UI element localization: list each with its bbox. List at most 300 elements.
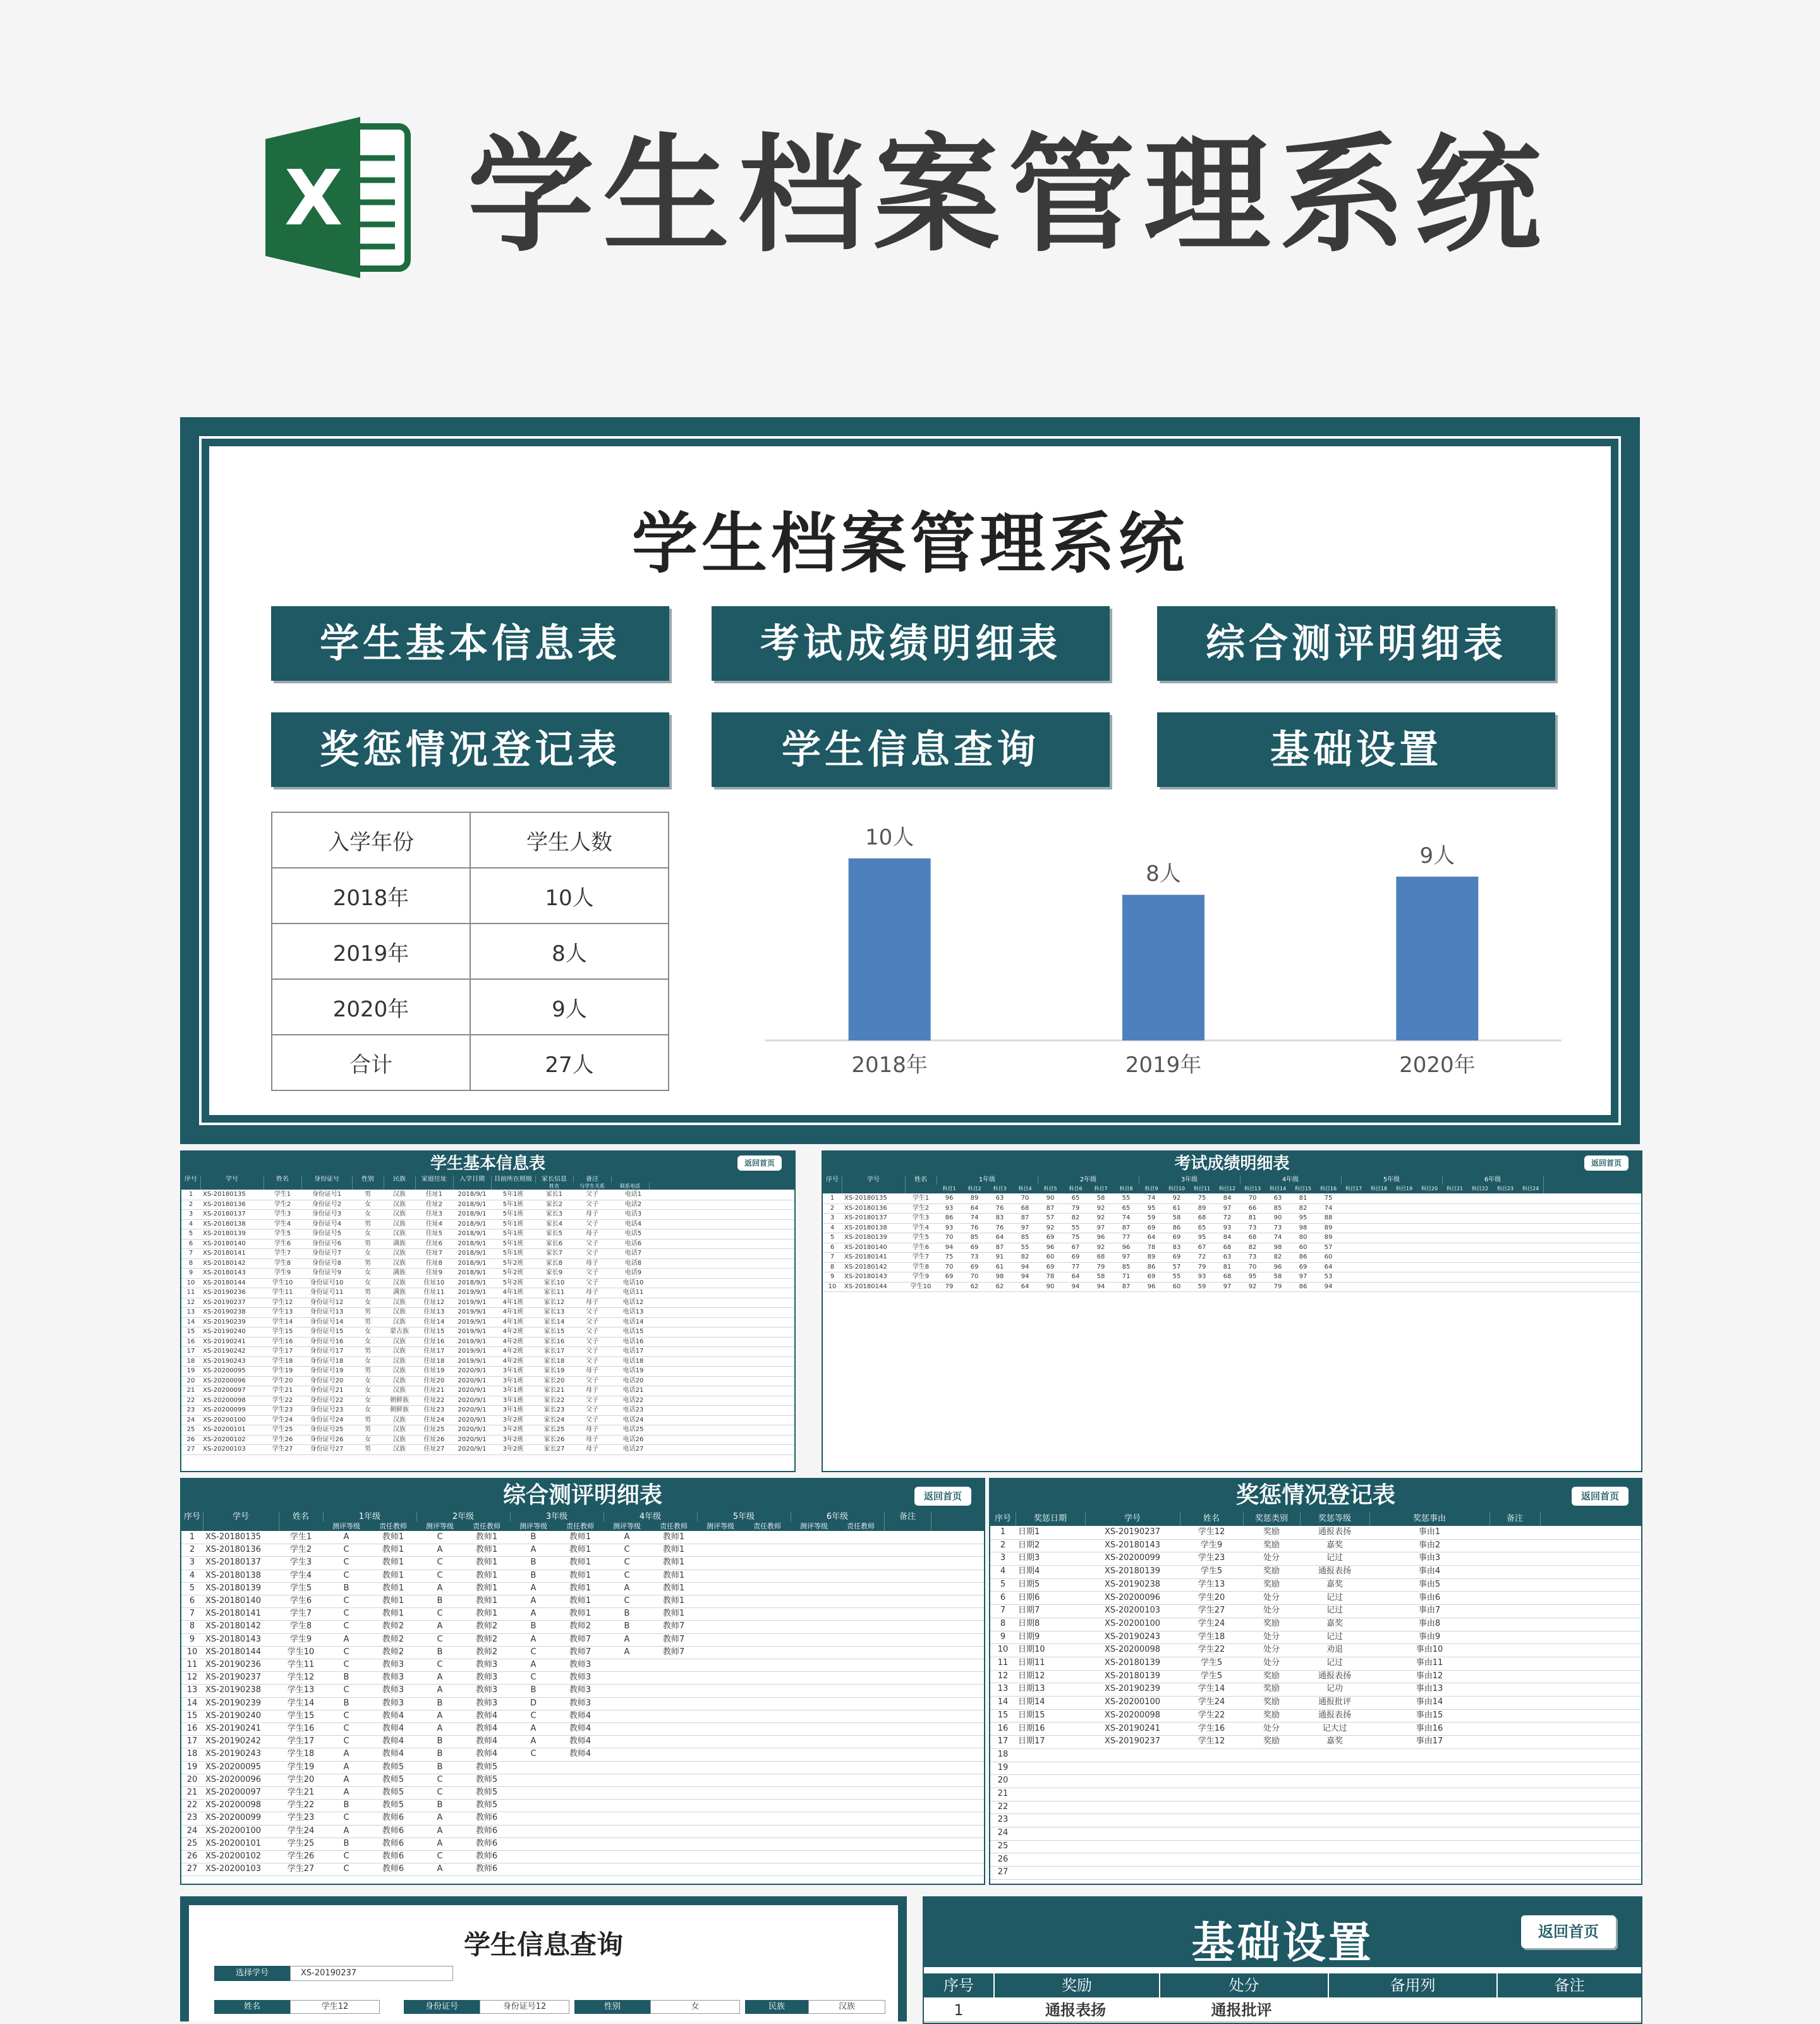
table-cell: XS-20200100: [205, 1826, 262, 1836]
table-cell: 朝鲜族: [390, 1396, 409, 1404]
table-cell: 27: [186, 1864, 198, 1874]
table-cell: 学生14: [1198, 1684, 1225, 1694]
table-cell: 身份证号1: [312, 1191, 342, 1198]
table-cell: 学生1: [289, 1532, 312, 1542]
sheet-title: 学生基本信息表: [181, 1152, 794, 1176]
table-cell: 汉族: [393, 1357, 406, 1365]
table-cell: C: [343, 1621, 349, 1631]
table-cell: 90: [1046, 1195, 1055, 1202]
table-cell: C: [343, 1736, 349, 1747]
table-cell: 奖励: [1263, 1671, 1280, 1681]
table-cell: 98: [1299, 1224, 1307, 1231]
table-cell: 12: [997, 1671, 1009, 1681]
table-cell: 父子: [586, 1416, 598, 1424]
table-cell: 64: [970, 1204, 979, 1212]
table-cell: XS-20200102: [203, 1436, 246, 1443]
table-cell: 学生9: [912, 1273, 930, 1280]
table-cell: 女: [365, 1210, 371, 1217]
table-cell: 教师1: [382, 1532, 404, 1542]
table-row: [990, 1735, 1641, 1749]
table-row: [181, 1825, 984, 1838]
table-row: [181, 1812, 984, 1825]
table-cell: 家长20: [543, 1377, 565, 1384]
table-cell: XS-20180139: [844, 1234, 887, 1241]
table-cell: XS-20190243: [203, 1357, 246, 1365]
table-cell: 学生10: [287, 1647, 315, 1657]
table-cell: 教师4: [569, 1749, 592, 1759]
table-cell: 89: [1147, 1253, 1156, 1260]
table-cell: 事由15: [1416, 1710, 1443, 1720]
table-cell: 学生27: [1198, 1606, 1225, 1616]
table-cell: 学生8: [274, 1259, 291, 1267]
table-cell: 身份证号21: [310, 1387, 344, 1394]
table-cell: 87: [995, 1243, 1004, 1251]
table-row: [990, 1774, 1641, 1788]
table-cell: 20: [186, 1377, 195, 1384]
table-cell: 学生13: [272, 1308, 293, 1315]
table-cell: 家长4: [545, 1220, 563, 1228]
table-cell: 劝退: [1326, 1645, 1343, 1655]
table-cell: XS-20180144: [844, 1283, 887, 1290]
table-cell: 90: [1273, 1214, 1282, 1221]
nav-evaluation-button[interactable]: 综合测评明细表: [1157, 606, 1555, 681]
table-cell: 学生12: [1198, 1736, 1225, 1747]
nav-awards-button[interactable]: 奖惩情况登记表: [271, 712, 669, 787]
sub-column-header: 联系电话: [611, 1183, 650, 1190]
table-cell: B: [343, 1673, 349, 1683]
table-cell: 77: [1122, 1234, 1131, 1241]
column-header: 6年级: [1442, 1176, 1544, 1193]
table-cell: A: [343, 1634, 349, 1644]
table-cell: 处分: [1263, 1723, 1280, 1733]
table-cell: 16: [186, 1338, 195, 1345]
table-cell: 教师3: [382, 1685, 404, 1695]
chart-category-label: 2019年: [1125, 1052, 1202, 1078]
table-cell: 74: [970, 1214, 979, 1221]
table-cell: 男: [365, 1348, 371, 1355]
settings-title: 基础设置: [1191, 1918, 1374, 1968]
table-cell: 身份证号12: [310, 1298, 344, 1306]
table-cell: 60: [1324, 1253, 1333, 1260]
table-cell: B: [437, 1736, 443, 1747]
table-cell: 69: [970, 1263, 979, 1271]
table-cell: 男: [365, 1318, 371, 1326]
table-cell: 家长23: [543, 1406, 565, 1413]
table-cell: 教师7: [569, 1647, 592, 1657]
table-cell: 住址25: [423, 1426, 445, 1433]
table-cell: 65: [1198, 1224, 1206, 1231]
table-cell: B: [437, 1647, 443, 1657]
table-cell: 身份证号11: [310, 1289, 344, 1296]
table-row: [990, 1539, 1641, 1553]
settings-header-row: [924, 1973, 1641, 1997]
table-cell: 身份证号13: [310, 1308, 344, 1315]
table-cell: 事由13: [1416, 1684, 1443, 1694]
table-cell: 2: [188, 1200, 193, 1208]
table-cell: 教师1: [475, 1545, 498, 1555]
table-cell: 教师2: [569, 1621, 592, 1631]
table-cell: 25: [186, 1838, 198, 1848]
table-cell: C: [437, 1570, 443, 1580]
table-cell: 教师4: [475, 1710, 498, 1721]
table-row: [823, 1213, 1641, 1224]
table-row: [990, 1762, 1641, 1776]
table-cell: 75: [1198, 1195, 1206, 1202]
table-cell: 69: [1071, 1253, 1080, 1260]
table-cell: XS-20190236: [203, 1289, 246, 1296]
table-cell: 69: [1046, 1263, 1055, 1271]
exam-scores-sheet: [822, 1150, 1642, 1472]
table-cell: 3年1班: [502, 1406, 524, 1413]
table-row: [990, 1788, 1641, 1801]
table-cell: 5年2班: [502, 1269, 524, 1276]
table-cell: 女: [365, 1387, 371, 1394]
table-cell: 处分: [1263, 1592, 1280, 1602]
table-cell: 1: [830, 1195, 835, 1202]
field-value: 女: [650, 2000, 740, 2014]
table-cell: 86: [1172, 1224, 1181, 1231]
table-cell: 学生5: [1200, 1566, 1223, 1576]
table-cell: 教师1: [662, 1532, 685, 1542]
table-cell: 80: [1299, 1234, 1307, 1241]
table-cell: 教师6: [475, 1838, 498, 1848]
table-cell: XS-20180137: [203, 1210, 246, 1217]
table-cell: 处分: [1263, 1606, 1280, 1616]
table-cell: XS-20180136: [844, 1204, 887, 1212]
table-cell: 教师4: [475, 1749, 498, 1759]
table-cell: 教师3: [475, 1698, 498, 1708]
table-cell: 父子: [586, 1377, 598, 1384]
table-cell: 63: [1223, 1253, 1232, 1260]
column-header: 奖惩日期: [1016, 1512, 1086, 1526]
table-cell: 日期2: [1018, 1540, 1040, 1550]
student-query-panel: [180, 1896, 907, 2021]
table-cell: 学生22: [1198, 1710, 1225, 1720]
table-cell: XS-20180140: [203, 1240, 246, 1247]
table-cell: 92: [1096, 1243, 1105, 1251]
table-cell: 住址11: [423, 1289, 445, 1296]
table-cell: XS-20180139: [1104, 1566, 1161, 1576]
table-cell: C: [343, 1685, 349, 1695]
table-cell: A: [437, 1864, 443, 1874]
table-cell: 74: [1122, 1214, 1131, 1221]
table-cell: 事由8: [1418, 1618, 1441, 1628]
table-cell: 教师3: [382, 1660, 404, 1669]
table-cell: 事由3: [1418, 1553, 1441, 1563]
table-cell: 22: [997, 1801, 1009, 1812]
table-cell: 父子: [586, 1279, 598, 1286]
table-row: [181, 1748, 984, 1761]
table-cell: 母子: [586, 1387, 598, 1394]
table-cell: 奖励: [1263, 1736, 1280, 1747]
table-cell: 69: [1046, 1234, 1055, 1241]
table-cell: 73: [1248, 1253, 1257, 1260]
table-cell: 女: [365, 1298, 371, 1306]
table-cell: 电话11: [622, 1289, 644, 1296]
sub-column-header: 科目4: [1012, 1185, 1038, 1193]
table-cell: 1: [1000, 1527, 1006, 1537]
table-cell: 79: [1273, 1283, 1282, 1290]
table-cell: 学生8: [289, 1621, 312, 1631]
table-cell: 住址22: [423, 1396, 445, 1404]
table-cell: 母子: [586, 1446, 598, 1453]
table-cell: 23: [186, 1406, 195, 1413]
student-id-select[interactable]: XS-20190237: [290, 1966, 453, 1981]
table-cell: XS-20180142: [205, 1621, 262, 1631]
table-row: [181, 1415, 794, 1426]
table-row: [181, 1595, 984, 1608]
column-header: 目前所在班级: [491, 1176, 536, 1190]
table-cell: 教师1: [662, 1558, 685, 1568]
table-cell: 事由11: [1416, 1658, 1443, 1667]
table-cell: 16: [997, 1723, 1009, 1733]
table-cell: 女: [365, 1269, 371, 1276]
table-cell: 7: [830, 1253, 835, 1260]
table-row: [990, 1631, 1641, 1645]
table-cell: C: [437, 1851, 443, 1861]
table-row: [181, 1799, 984, 1812]
table-cell: 93: [1223, 1224, 1232, 1231]
table-cell: 79: [1198, 1263, 1206, 1271]
table-cell: B: [343, 1583, 349, 1593]
field-value: 汉族: [808, 2000, 885, 2014]
table-cell: C: [343, 1724, 349, 1733]
table-cell: 86: [945, 1214, 954, 1221]
table-cell: 70: [945, 1234, 954, 1241]
table-cell: XS-20180143: [1104, 1540, 1161, 1550]
table-cell: A: [437, 1673, 443, 1683]
sub-column-header: 科目22: [1467, 1185, 1493, 1193]
table-cell: 汉族: [393, 1308, 406, 1315]
table-cell: A: [437, 1685, 443, 1695]
table-cell: B: [624, 1621, 630, 1631]
nav-exam-scores-button[interactable]: 考试成绩明细表: [712, 606, 1110, 681]
table-cell: 22: [186, 1800, 198, 1810]
table-cell: C: [530, 1673, 537, 1683]
table-row: [823, 1252, 1641, 1263]
column-header: 备注: [573, 1176, 612, 1190]
table-cell: A: [343, 1788, 349, 1797]
table-cell: 25: [186, 1426, 195, 1433]
table-row: [990, 1526, 1641, 1540]
table-cell: 女: [365, 1396, 371, 1404]
table-cell: 母子: [586, 1289, 598, 1296]
settings-cell: 通报表扬: [1045, 2001, 1106, 2019]
table-cell: 家长10: [543, 1279, 565, 1286]
back-home-button[interactable]: 返回首页: [1521, 1915, 1616, 1948]
table-cell: 教师1: [382, 1596, 404, 1606]
table-cell: 2018/9/1: [458, 1220, 487, 1228]
table-cell: 通报表扬: [1318, 1527, 1351, 1537]
table-cell: 57: [1172, 1263, 1181, 1271]
table-cell: 住址9: [425, 1269, 443, 1276]
table-cell: C: [437, 1660, 443, 1669]
table-cell: 家长15: [543, 1328, 565, 1335]
table-cell: 12: [186, 1673, 198, 1683]
table-row: [990, 1604, 1641, 1618]
table-cell: 98: [995, 1273, 1004, 1280]
table-cell: XS-20200101: [203, 1426, 246, 1433]
table-row: [823, 1233, 1641, 1243]
table-row: [990, 1592, 1641, 1606]
table-cell: 学生18: [287, 1749, 315, 1759]
table-cell: 身份证号6: [312, 1240, 342, 1247]
table-cell: 8: [830, 1263, 835, 1271]
dashboard: [180, 417, 1640, 1144]
table-cell: 5年2班: [502, 1259, 524, 1267]
table-cell: XS-20180138: [844, 1224, 887, 1231]
table-cell: 日期11: [1018, 1658, 1045, 1667]
table-cell: 身份证号14: [310, 1318, 344, 1326]
column-header: 家庭住址: [415, 1176, 454, 1190]
table-cell: 14: [997, 1697, 1009, 1707]
table-cell: 92: [1248, 1283, 1257, 1290]
table-row: [181, 1761, 984, 1774]
table-cell: 95: [1147, 1204, 1156, 1212]
table-cell: 96: [1046, 1243, 1055, 1251]
table-cell: 事由17: [1416, 1736, 1443, 1747]
table-cell: XS-20180144: [205, 1647, 262, 1657]
sub-column-header: 测评等级: [323, 1521, 370, 1531]
table-row: [181, 1317, 794, 1328]
table-cell: XS-20180143: [205, 1634, 262, 1644]
hero-title: 学生档案管理系统: [468, 122, 1550, 269]
table-cell: 68: [1198, 1214, 1206, 1221]
table-cell: 学生16: [272, 1338, 293, 1345]
table-row: [990, 1840, 1641, 1854]
table-cell: 58: [1273, 1273, 1282, 1280]
back-home-button[interactable]: 返回首页: [1572, 1487, 1629, 1506]
table-cell: 通报表扬: [1318, 1566, 1351, 1576]
table-cell: 60: [1172, 1283, 1181, 1290]
table-cell: 3年1班: [502, 1396, 524, 1404]
table-cell: 学生19: [287, 1762, 315, 1772]
table-cell: 教师1: [475, 1583, 498, 1593]
table-cell: 日期8: [1018, 1618, 1040, 1628]
nav-settings-button[interactable]: 基础设置: [1157, 712, 1555, 787]
table-cell: 奖励: [1263, 1697, 1280, 1707]
table-cell: XS-20180135: [844, 1195, 887, 1202]
table-row: [823, 1193, 1641, 1204]
sheet-title: 综合测评明细表: [181, 1479, 984, 1512]
evaluation-sheet: [180, 1478, 985, 1885]
table-cell: XS-20180135: [205, 1532, 262, 1542]
table-cell: XS-20200098: [1104, 1645, 1161, 1655]
table-cell: 教师1: [662, 1609, 685, 1619]
table-cell: XS-20200103: [203, 1446, 246, 1453]
table-cell: A: [437, 1583, 443, 1593]
table-cell: 教师1: [475, 1609, 498, 1619]
table-cell: 住址24: [423, 1416, 445, 1424]
back-home-button[interactable]: 返回首页: [737, 1155, 782, 1171]
settings-cell: 1: [954, 2001, 964, 2019]
table-cell: 日期16: [1018, 1723, 1045, 1733]
table-cell: A: [530, 1609, 537, 1619]
table-cell: 嘉奖: [1326, 1618, 1343, 1628]
table-cell: 学生11: [287, 1660, 315, 1669]
table-cell: 67: [1071, 1243, 1080, 1251]
table-cell: 5年1班: [502, 1200, 524, 1208]
table-cell: 日期5: [1018, 1579, 1040, 1589]
table-cell: 教师5: [382, 1800, 404, 1810]
table-cell: 97: [1122, 1253, 1131, 1260]
table-cell: 教师4: [382, 1736, 404, 1747]
basic-info-sheet: [180, 1150, 796, 1472]
table-cell: 学生27: [272, 1446, 293, 1453]
nav-basic-info-button[interactable]: 学生基本信息表: [271, 606, 669, 681]
table-cell: 73: [1273, 1224, 1282, 1231]
table-cell: 90: [1046, 1283, 1055, 1290]
table-cell: 学生6: [274, 1240, 291, 1247]
table-cell: 住址20: [423, 1377, 445, 1384]
field-label: 姓名: [214, 2000, 290, 2014]
table-cell: 家长8: [545, 1259, 563, 1267]
table-row: [181, 1722, 984, 1736]
settings-col-penalty: 处分: [1160, 1973, 1329, 1997]
table-row: [181, 1531, 984, 1544]
table-row: [181, 1366, 794, 1377]
settings-panel: [923, 1896, 1642, 2024]
table-cell: 女: [365, 1250, 371, 1257]
table-cell: 15: [186, 1710, 198, 1721]
table-cell: 教师6: [382, 1864, 404, 1874]
table-cell: 教师6: [382, 1838, 404, 1848]
table-cell: 学生2: [912, 1204, 930, 1212]
back-home-button[interactable]: 返回首页: [914, 1487, 971, 1506]
table-cell: 教师3: [475, 1660, 498, 1669]
table-cell: 2020/9/1: [458, 1446, 487, 1453]
table-cell: 95: [1299, 1214, 1307, 1221]
table-cell: 事由1: [1418, 1527, 1441, 1537]
table-row: [181, 1633, 984, 1647]
table-cell: C: [343, 1647, 349, 1657]
table-cell: 58: [1096, 1273, 1105, 1280]
table-cell: 家长16: [543, 1338, 565, 1345]
table-cell: 事由5: [1418, 1579, 1441, 1589]
table-cell: 96: [1273, 1263, 1282, 1271]
table-cell: 事由16: [1416, 1723, 1443, 1733]
nav-query-button[interactable]: 学生信息查询: [712, 712, 1110, 787]
table-cell: XS-20190237: [203, 1298, 246, 1306]
table-cell: 4年2班: [502, 1328, 524, 1335]
table-cell: 家长2: [545, 1200, 563, 1208]
table-cell: XS-20180137: [205, 1558, 262, 1568]
column-header: 学号: [842, 1176, 906, 1193]
table-cell: 学生21: [287, 1788, 315, 1797]
table-cell: 92: [1046, 1224, 1055, 1231]
table-cell: 日期10: [1018, 1645, 1045, 1655]
table-cell: 13: [997, 1684, 1009, 1694]
column-header: 2年级: [1038, 1176, 1139, 1193]
table-cell: 教师2: [475, 1621, 498, 1631]
table-cell: 2020/9/1: [458, 1436, 487, 1443]
table-cell: 79: [1071, 1204, 1080, 1212]
table-cell: 汉族: [393, 1387, 406, 1394]
table-cell: C: [624, 1545, 630, 1555]
back-home-button[interactable]: 返回首页: [1584, 1155, 1629, 1171]
sub-column-header: 科目7: [1088, 1185, 1114, 1193]
table-cell: 70: [1021, 1195, 1029, 1202]
table-cell: 学生22: [287, 1800, 315, 1810]
sub-column-header: 科目14: [1265, 1185, 1291, 1193]
table-cell: 父子: [586, 1406, 598, 1413]
table-cell: 85: [1122, 1263, 1131, 1271]
table-cell: XS-20180141: [844, 1253, 887, 1260]
table-cell: 61: [995, 1263, 1004, 1271]
table-cell: XS-20190236: [205, 1660, 262, 1669]
table-row: [181, 1337, 794, 1348]
table-cell: XS-20190242: [205, 1736, 262, 1747]
